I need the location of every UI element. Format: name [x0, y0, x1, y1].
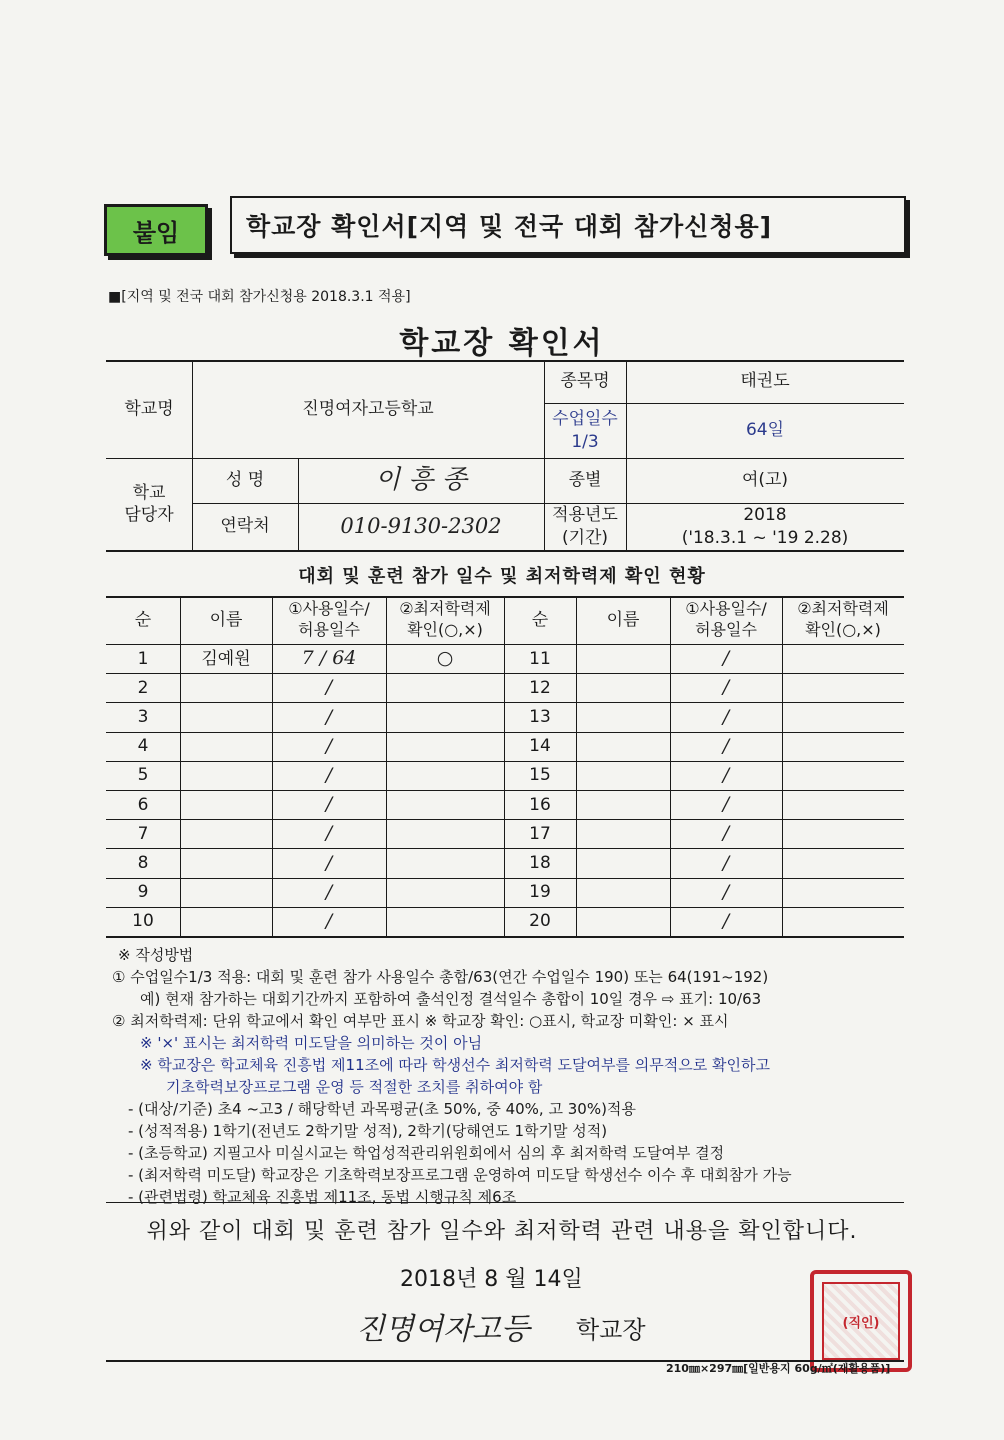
- row-name: [180, 673, 272, 702]
- row-days: /: [722, 910, 730, 933]
- col-header-name-2: 이름: [606, 609, 640, 630]
- row-days: /: [325, 910, 333, 933]
- row-days: /: [722, 734, 730, 757]
- note-line: - (대상/기준) 초4 ~고3 / 해당학년 과목평균(초 50%, 중 40%, 고 30%)적용: [128, 1100, 636, 1118]
- official-seal: [810, 1270, 912, 1372]
- row-name: [576, 732, 670, 761]
- row-number: 7: [137, 823, 149, 844]
- year-period: ('18.3.1 ~ '19 2.28): [681, 527, 849, 548]
- row-days: /: [325, 705, 333, 728]
- col-header-check: [386, 596, 504, 644]
- row-check: [386, 761, 504, 790]
- row-check: ○: [436, 647, 454, 670]
- year-label: [544, 503, 626, 550]
- col-header-days: [272, 596, 386, 644]
- row-number: 5: [137, 765, 149, 786]
- row-number: 10: [132, 911, 154, 932]
- row-name: [180, 907, 272, 936]
- row-days: /: [722, 851, 730, 874]
- phone-label: 연락처: [220, 516, 270, 537]
- row-number: 11: [529, 648, 551, 669]
- table-row: [106, 790, 904, 819]
- col-header-name: 이름: [209, 609, 243, 630]
- col-header-check-2-l2: 확인(○,×): [805, 620, 881, 639]
- table-row: [106, 819, 904, 848]
- row-number: 9: [137, 882, 149, 903]
- row-days: /: [325, 734, 333, 757]
- paper-spec: 210㎜×297㎜[일반용지 60g/㎡(재활용품)]: [666, 1362, 891, 1375]
- row-check: [386, 878, 504, 907]
- row-number: 3: [137, 706, 149, 727]
- col-header-days-l1: ①사용일수/: [288, 599, 370, 619]
- row-number: 14: [529, 736, 551, 757]
- row-name: [576, 819, 670, 848]
- row-name: [180, 732, 272, 761]
- row-days: /: [722, 647, 730, 670]
- row-days: /: [722, 705, 730, 728]
- row-check: [386, 732, 504, 761]
- table-row: [106, 878, 904, 907]
- row-days: /: [722, 764, 730, 787]
- year-label-line2: (기간): [561, 527, 609, 548]
- row-name: [576, 761, 670, 790]
- row-check: [782, 673, 904, 702]
- phone-value: 010-9130-2302: [340, 513, 502, 538]
- school-label: 학교명: [124, 398, 174, 419]
- row-number: 2: [137, 677, 149, 698]
- row-name: [576, 848, 670, 877]
- contact-label-line1: 학교: [132, 482, 166, 503]
- col-header-days-2-l1: ①사용일수/: [685, 599, 767, 619]
- info-bottom-border: [106, 550, 904, 552]
- row-days: /: [325, 793, 333, 816]
- row-check: [386, 819, 504, 848]
- year-value: [626, 503, 904, 550]
- row-number: 4: [137, 736, 149, 757]
- note-line: - (관련법령) 학교체육 진흥법 제11조, 동법 시행규칙 제6조: [128, 1188, 517, 1206]
- row-name: [180, 790, 272, 819]
- col-header-days-2-l2: 허용일수: [695, 620, 757, 639]
- row-check: [386, 848, 504, 877]
- col-header-no-2: 순: [531, 609, 549, 630]
- row-name: [180, 819, 272, 848]
- name-value: 이 흥 종: [375, 464, 467, 495]
- table-bottom-border: [106, 936, 904, 938]
- row-check: [782, 790, 904, 819]
- col-header-days-l2: 허용일수: [298, 620, 360, 639]
- col-header-no: 순: [134, 609, 152, 630]
- row-number: 17: [529, 823, 551, 844]
- table-row: [106, 644, 904, 673]
- row-check: [386, 673, 504, 702]
- row-number: 16: [529, 794, 551, 815]
- note-line: - (성적적용) 1학기(전년도 2학기말 성적), 2학기(당해연도 1학기말 성적): [128, 1122, 608, 1140]
- row-name: [180, 878, 272, 907]
- row-number: 8: [137, 852, 149, 873]
- row-days: /: [325, 880, 333, 903]
- row-check: [782, 878, 904, 907]
- row-check: [782, 761, 904, 790]
- row-days: /: [325, 822, 333, 845]
- row-number: 18: [529, 852, 551, 873]
- row-name: [576, 644, 670, 673]
- notes-heading: ※ 작성방법: [118, 946, 194, 964]
- row-number: 1: [137, 648, 149, 669]
- table-row: [106, 732, 904, 761]
- school-name: 진명여자고등학교: [302, 398, 434, 419]
- gender-label: 종별: [568, 470, 602, 491]
- table-row: [106, 673, 904, 702]
- days-label-line2: 1/3: [571, 431, 599, 452]
- row-name: [576, 673, 670, 702]
- note-line: ※ 학교장은 학교체육 진흥법 제11조에 따라 학생선수 최저학력 도달여부를 의무적으로 확인하고: [140, 1056, 770, 1074]
- event-value: 태권도: [740, 371, 790, 392]
- row-check: [782, 819, 904, 848]
- row-check: [782, 907, 904, 936]
- row-name: [180, 848, 272, 877]
- row-number: 20: [529, 911, 551, 932]
- row-check: [386, 790, 504, 819]
- participation-table: [106, 596, 904, 936]
- row-name: [180, 761, 272, 790]
- row-check: [782, 644, 904, 673]
- table-row: [106, 761, 904, 790]
- row-days: /: [325, 851, 333, 874]
- col-header-check-l1: ②최저학력제: [399, 599, 491, 619]
- row-days: /: [722, 793, 730, 816]
- notes-divider: [106, 1202, 904, 1203]
- row-number: 6: [137, 794, 149, 815]
- row-days: /: [325, 764, 333, 787]
- table-row: [106, 848, 904, 877]
- row-name: 김예원: [201, 648, 251, 669]
- section-title: 대회 및 훈련 참가 일수 및 최저학력제 확인 현황: [298, 566, 706, 587]
- row-name: [576, 702, 670, 731]
- row-name: [576, 907, 670, 936]
- days-label-line1: 수업일수: [552, 409, 618, 430]
- row-days: 7 / 64: [301, 647, 357, 670]
- note-line: ① 수업일수1/3 적용: 대회 및 훈련 참가 사용일수 총합/63(연간 수업일수 190) 또는 64(191~192): [112, 968, 769, 986]
- row-name: [576, 790, 670, 819]
- note-line: 예) 현재 참가하는 대회기간까지 포함하여 출석인정 결석일수 총합이 10일 경우 ⇨ 표기: 10/63: [140, 990, 762, 1008]
- document-header: 학교장 확인서[지역 및 전국 대회 참가신청용]: [230, 196, 906, 254]
- col-header-check-2: [782, 596, 904, 644]
- row-check: [386, 702, 504, 731]
- row-number: 15: [529, 765, 551, 786]
- issue-date: 2018년 8 월 14일: [400, 1267, 583, 1292]
- days-value: 64일: [745, 420, 785, 441]
- row-number: 19: [529, 882, 551, 903]
- col-header-check-2-l1: ②최저학력제: [797, 599, 889, 619]
- name-label: 성 명: [225, 470, 265, 491]
- row-days: /: [325, 676, 333, 699]
- school-signature: 진명여자고등: [356, 1312, 530, 1347]
- year-label-line1: 적용년도: [552, 505, 618, 526]
- principal-label: 학교장: [576, 1316, 646, 1344]
- table-row: [106, 702, 904, 731]
- confirmation-text: 위와 같이 대회 및 훈련 참가 일수와 최저학력 관련 내용을 확인합니다.: [146, 1219, 858, 1244]
- row-days: /: [722, 880, 730, 903]
- year-value-main: 2018: [743, 505, 787, 526]
- row-number: 12: [529, 677, 551, 698]
- seal-inner: [822, 1282, 900, 1360]
- row-check: [386, 907, 504, 936]
- row-check: [782, 702, 904, 731]
- row-number: 13: [529, 706, 551, 727]
- days-label: [544, 403, 626, 458]
- contact-label-line2: 담당자: [124, 505, 174, 525]
- row-name: [576, 878, 670, 907]
- page-title: 학교장 확인서: [399, 326, 605, 361]
- note-line: - (최저학력 미도달) 학교장은 기초학력보장프로그램 운영하여 미도달 학생선수 이수 후 대회참가 가능: [128, 1166, 792, 1184]
- row-name: [180, 702, 272, 731]
- subtitle: ■[지역 및 전국 대회 참가신청용 2018.3.1 적용]: [108, 289, 411, 305]
- note-line: - (초등학교) 지필고사 미실시교는 학업성적관리위원회에서 심의 후 최저학력 도달여부 결정: [128, 1144, 725, 1162]
- seal-text: (직인): [842, 1315, 880, 1331]
- gender-value: 여(고): [741, 470, 789, 491]
- row-check: [782, 848, 904, 877]
- contact-label: [106, 458, 192, 550]
- table-row: [106, 907, 904, 936]
- col-header-days-2: [670, 596, 782, 644]
- attachment-badge: 붙임: [104, 204, 208, 256]
- note-line: ※ '×' 표시는 최저학력 미도달을 의미하는 것이 아님: [140, 1034, 483, 1052]
- event-label: 종목명: [560, 371, 610, 392]
- col-header-check-l2: 확인(○,×): [407, 620, 483, 639]
- row-check: [782, 732, 904, 761]
- note-line: ② 최저학력제: 단위 학교에서 확인 여부만 표시 ※ 학교장 확인: ○표시, 학교장 미확인: × 표시: [112, 1012, 729, 1030]
- row-days: /: [722, 676, 730, 699]
- note-line: 기초학력보장프로그램 운영 등 적절한 조치를 취하여야 함: [166, 1078, 543, 1096]
- row-days: /: [722, 822, 730, 845]
